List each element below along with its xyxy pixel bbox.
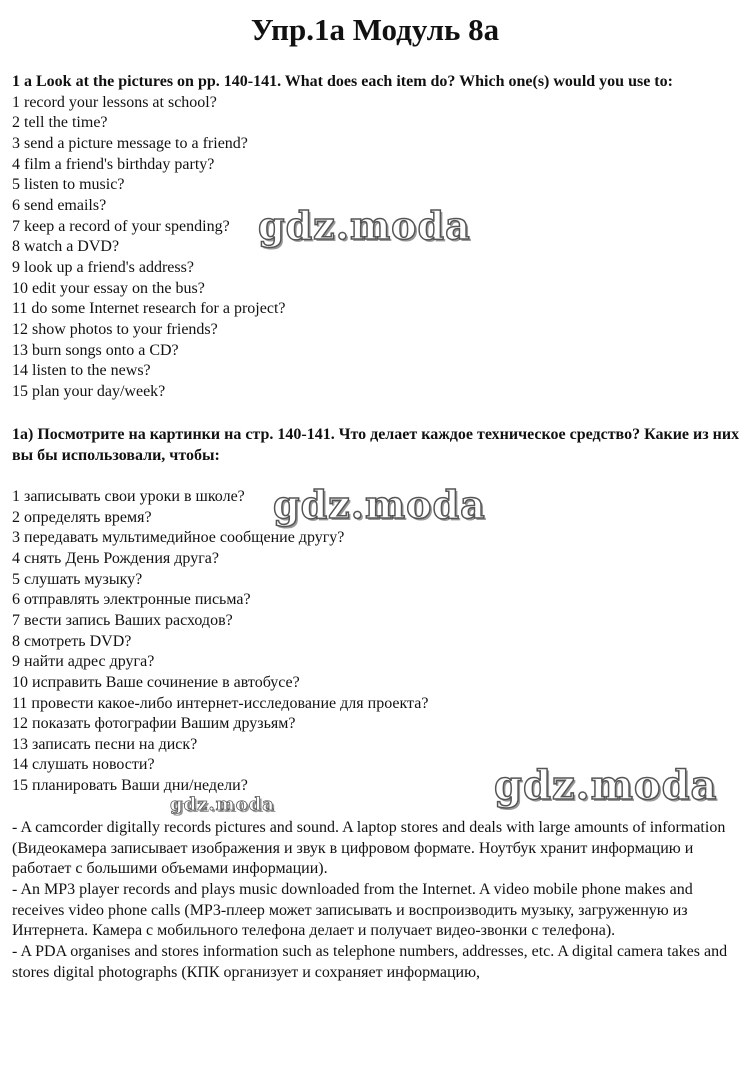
- list-item: 11 провести какое-либо интернет-исследование для проекта?: [12, 694, 429, 712]
- list-item: 14 слушать новости?: [12, 756, 155, 774]
- list-item: 15 планировать Ваши дни/недели?: [12, 777, 248, 795]
- list-item: 13 записать песни на диск?: [12, 735, 198, 753]
- list-item: 6 отправлять электронные письма?: [12, 591, 251, 609]
- russian-heading: 1а) Посмотрите на картинки на стр. 140-141. Что делает каждое техническое средство? Какие из них вы бы использовали, чтобы:: [12, 426, 740, 464]
- watermark: gdz.moda: [273, 482, 486, 527]
- list-item: 1 record your lessons at school?: [12, 93, 217, 111]
- watermark: gdz.moda: [494, 762, 718, 809]
- list-item: 3 передавать мультимедийное сообщение другу?: [12, 529, 345, 547]
- list-item: 3 send a picture message to a friend?: [12, 134, 248, 152]
- answer-paragraph: - A camcorder digitally records pictures and sound. A laptop stores and deals with large amounts of information (Видеокамера записывает изображения и звук в цифровом формате. Ноутбук хранит информацию и работает с большими объемами информации).: [12, 819, 726, 878]
- answers-section: [12, 818, 740, 983]
- list-item: 12 показать фотографии Вашим друзьям?: [12, 715, 296, 733]
- list-item: 2 определять время?: [12, 508, 152, 526]
- list-item: 4 снять День Рождения друга?: [12, 549, 219, 567]
- watermark: gdz.moda: [170, 794, 275, 815]
- list-item: 7 keep a record of your spending?: [12, 217, 230, 235]
- list-item: 8 watch a DVD?: [12, 238, 120, 256]
- list-item: 1 записывать свои уроки в школе?: [12, 487, 245, 505]
- list-item: 7 вести запись Ваших расходов?: [12, 611, 233, 629]
- russian-exercise: [12, 425, 740, 797]
- russian-items: [12, 487, 740, 797]
- english-heading: 1 a Look at the pictures on pp. 140-141. What does each item do? Which one(s) would you use to:: [12, 73, 673, 90]
- answer-paragraph: - A PDA organises and stores information such as telephone numbers, addresses, etc. A digital camera takes and stores digital photographs (КПК организует и сохраняет информацию,: [12, 942, 728, 981]
- list-item: 9 look up a friend's address?: [12, 258, 194, 276]
- list-item: 12 show photos to your friends?: [12, 320, 218, 338]
- watermark: gdz.moda: [258, 203, 471, 248]
- list-item: 6 send emails?: [12, 196, 107, 214]
- page-title: Упр.1а Модуль 8а: [250, 12, 500, 47]
- list-item: 5 listen to music?: [12, 176, 125, 194]
- list-item: 11 do some Internet research for a project?: [12, 300, 286, 318]
- list-item: 14 listen to the news?: [12, 362, 151, 380]
- list-item: 10 edit your essay on the bus?: [12, 279, 205, 297]
- list-item: 4 film a friend's birthday party?: [12, 155, 215, 173]
- list-item: 15 plan your day/week?: [12, 382, 166, 400]
- list-item: 10 исправить Ваше сочинение в автобусе?: [12, 673, 300, 691]
- list-item: 5 слушать музыку?: [12, 570, 143, 588]
- list-item: 13 burn songs onto a CD?: [12, 341, 179, 359]
- answer-paragraph: - An MP3 player records and plays music downloaded from the Internet. A video mobile phone makes and receives video phone calls (MP3-плеер может записывать и воспроизводить музыку, загруженную из Интернета. Камера с мобильного телефона делает и получает видео-звонки с телефона).: [12, 880, 693, 940]
- list-item: 2 tell the time?: [12, 114, 108, 132]
- list-item: 9 найти адрес друга?: [12, 653, 155, 671]
- list-item: 8 смотреть DVD?: [12, 632, 132, 650]
